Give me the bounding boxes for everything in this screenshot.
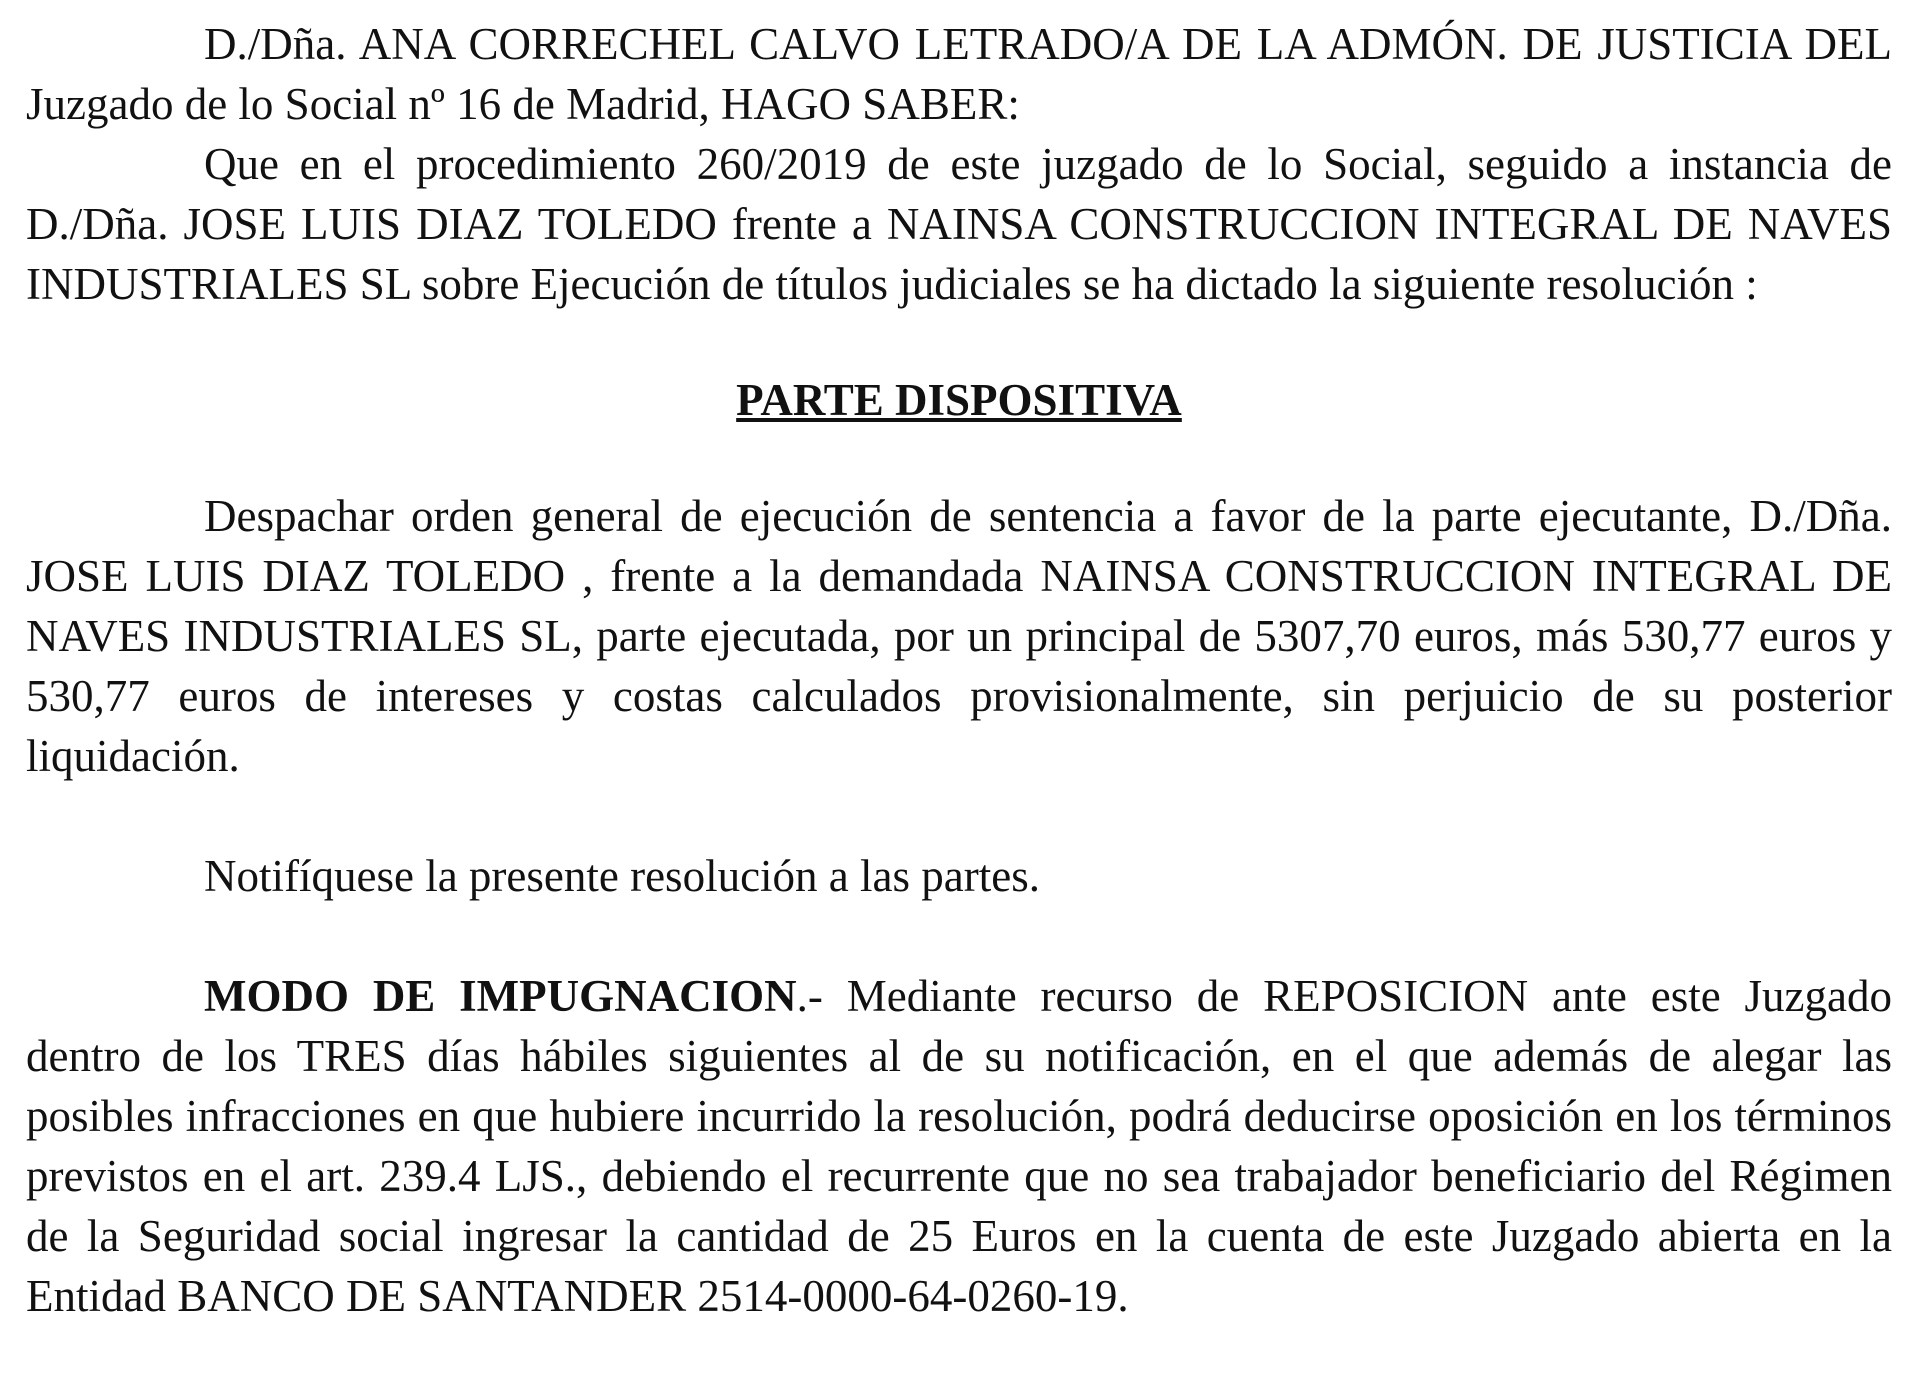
spacer [26, 430, 1892, 486]
order-paragraph: Despachar orden general de ejecución de sentencia a favor de la parte ejecutante, D./Dña. JOSE LUIS DIAZ TOLEDO , frente a la demandada NAINSA CONSTRUCCION INTEGRAL DE NAVES INDUSTRIALES SL, parte ejecutada, por un principal de 5307,70 euros, más 530,77 euros y 530,77 euros de intereses y costas calculados provisionalmente, sin perjuicio de su posterior liquidación. [26, 491, 1892, 781]
impugnacion-text: .- Mediante recurso de REPOSICION ante este Juzgado dentro de los TRES días hábiles siguientes al de su notificación, en el que además de alegar las posibles infracciones en que hubiere incurrido la resolución, podrá deducirse oposición en los términos previstos en el art. 239.4 LJS., debiendo el recurrente que no sea trabajador beneficiario del Régimen de la Seguridad social ingresar la cantidad de 25 Euros en la cuenta de este Juzgado abierta en la Entidad BANCO DE SANTANDER 2514-0000-64-0260-19. [26, 971, 1893, 1321]
notify-paragraph: Notifíquese la presente resolución a las partes. [204, 851, 1040, 901]
spacer [26, 786, 1892, 846]
intro-paragraph: D./Dña. ANA CORRECHEL CALVO LETRADO/A DE LA ADMÓN. DE JUSTICIA DEL Juzgado de lo Social nº 16 de Madrid, HAGO SABER: [26, 19, 1892, 129]
document-page [26, 14, 1892, 1326]
spacer [26, 314, 1892, 370]
procedure-paragraph: Que en el procedimiento 260/2019 de este juzgado de lo Social, seguido a instancia de D./Dña. JOSE LUIS DIAZ TOLEDO frente a NAINSA CONSTRUCCION INTEGRAL DE NAVES INDUSTRIALES SL sobre Ejecución de títulos judiciales se ha dictado la siguiente resolución : [26, 139, 1892, 309]
impugnacion-label: MODO DE IMPUGNACION [204, 971, 797, 1021]
impugnacion-paragraph [26, 966, 1892, 1326]
spacer [26, 906, 1892, 966]
section-heading: PARTE DISPOSITIVA [736, 375, 1182, 425]
